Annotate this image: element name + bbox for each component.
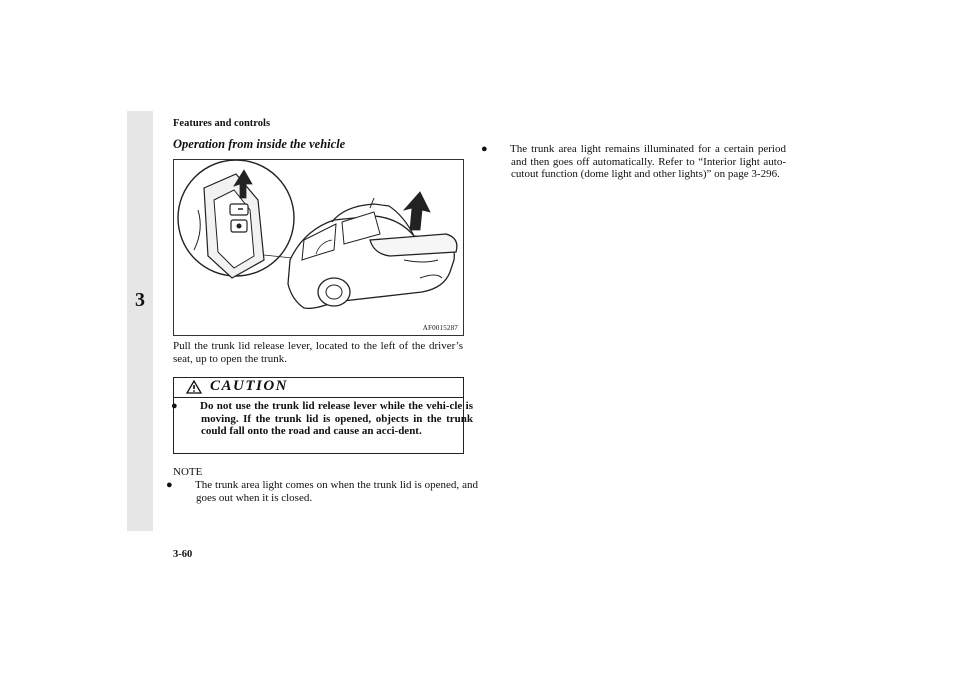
- right-column-text: The trunk area light remains illuminated for a certain period and then goes off automatically. Refer to “Interior light auto-cutout function (dome light and other lights)” on page 3-296.: [510, 143, 786, 180]
- bullet-icon: ●: [171, 400, 178, 412]
- section-title: Operation from inside the vehicle: [173, 137, 346, 151]
- bullet-icon: ●: [166, 479, 173, 491]
- warning-triangle-icon: [186, 380, 202, 394]
- right-column-item: [481, 143, 786, 181]
- note-item: [166, 479, 478, 504]
- bullet-icon: ●: [481, 143, 488, 155]
- chapter-tab: [127, 111, 153, 531]
- caution-text-content: Do not use the trunk lid release lever while the vehi-cle is moving. If the trunk lid is opened, objects in the trunk could fall onto the road and cause an acci-dent.: [200, 400, 473, 437]
- note-label: NOTE: [173, 466, 203, 478]
- caution-header: [174, 378, 463, 398]
- intro-paragraph: Pull the trunk lid release lever, located to the left of the driver’s seat, up to open the trunk.: [173, 340, 463, 365]
- running-header: Features and controls: [173, 118, 271, 129]
- caution-box: [171, 377, 473, 454]
- chapter-number: 3: [135, 289, 145, 311]
- caution-text: [171, 400, 473, 438]
- note-item-text: The trunk area light comes on when the trunk lid is opened, and goes out when it is closed.: [195, 479, 478, 504]
- figure-code: AF0015287: [422, 324, 458, 332]
- car-open-trunk-icon: [174, 160, 463, 335]
- trunk-release-figure: [173, 159, 464, 336]
- page-number: 3-60: [173, 549, 193, 560]
- caution-title: CAUTION: [210, 378, 289, 394]
